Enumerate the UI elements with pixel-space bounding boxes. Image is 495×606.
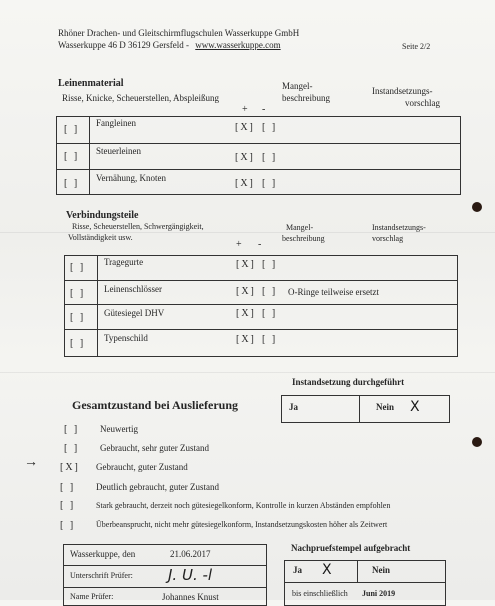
plus-checkbox[interactable]: [X]: [235, 122, 255, 133]
option-label: Stark gebraucht, derzeit noch gütesiegelkonform, Kontrolle in kurzen Abständen empfohlen: [96, 501, 391, 510]
row-divider: [64, 304, 457, 305]
row-divider: [63, 565, 266, 566]
defect-header-2: beschreibung: [282, 93, 330, 103]
website-link[interactable]: www.wasserkuppe.com: [195, 40, 281, 50]
place-label: Wasserkuppe, den: [70, 549, 136, 559]
col-divider: [357, 560, 358, 583]
plus-checkbox[interactable]: [X]: [236, 259, 256, 270]
stamp-title: Nachpruefstempel aufgebracht: [291, 543, 411, 553]
name-label: Name Prüfer:: [70, 592, 114, 601]
stamp-until-label: bis einschließlich: [292, 589, 348, 598]
plus-checkbox[interactable]: [X]: [235, 152, 255, 163]
row-checkbox[interactable]: [ ]: [70, 338, 86, 349]
repair-box: [281, 395, 450, 423]
col-divider: [89, 116, 90, 194]
col-divider: [97, 255, 98, 356]
option-checkbox[interactable]: [ ]: [64, 443, 80, 454]
signature-label: Unterschrift Prüfer:: [70, 571, 133, 580]
option-checkbox[interactable]: [ ]: [60, 520, 76, 531]
option-label: Deutlich gebraucht, guter Zustand: [96, 482, 219, 492]
minus-checkbox[interactable]: [ ]: [262, 178, 278, 189]
plus-checkbox[interactable]: [X]: [235, 178, 255, 189]
minus-checkbox[interactable]: [ ]: [262, 286, 278, 297]
row-divider: [64, 329, 457, 330]
option-checkbox[interactable]: [ ]: [60, 482, 76, 493]
repair-header-1: Instandsetzungs-: [372, 223, 426, 232]
plus-header: +: [236, 239, 242, 250]
repair-ja-label: Ja: [289, 402, 298, 412]
minus-checkbox[interactable]: [ ]: [262, 334, 278, 345]
stamp-ja-mark[interactable]: X: [322, 562, 332, 578]
row-divider: [56, 143, 460, 144]
stamp-until-value[interactable]: Juni 2019: [362, 589, 396, 598]
row-divider: [284, 582, 445, 583]
defect-header-2: beschreibung: [282, 234, 325, 243]
plus-checkbox[interactable]: [X]: [236, 308, 256, 319]
option-label: Überbeansprucht, nicht mehr gütesiegelkonform, Instandsetzungskosten höher als Zeitwert: [96, 520, 388, 529]
minus-checkbox[interactable]: [ ]: [262, 308, 278, 319]
section-subtitle-connectors-2: Vollständigkeit usw.: [68, 233, 133, 242]
section-title-lines: Leinenmaterial: [58, 78, 124, 89]
company-address: [58, 40, 281, 50]
plus-checkbox[interactable]: [X]: [236, 334, 256, 345]
minus-header: -: [262, 104, 266, 115]
stamp-nein-label: Nein: [372, 565, 390, 575]
date-value[interactable]: 21.06.2017: [170, 549, 211, 559]
row-checkbox[interactable]: [ ]: [64, 178, 80, 189]
row-checkbox[interactable]: [ ]: [70, 312, 86, 323]
plus-header: +: [242, 104, 248, 115]
col-divider: [359, 395, 360, 422]
row-label: Typenschild: [104, 333, 148, 343]
row-label: Tragegurte: [104, 257, 144, 267]
repair-header-2: vorschlag: [372, 234, 404, 243]
section-subtitle-connectors-1: Risse, Scheuerstellen, Schwergängigkeit,: [72, 222, 204, 231]
row-checkbox[interactable]: [ ]: [70, 288, 86, 299]
option-label: Neuwertig: [100, 424, 138, 434]
row-label: Steuerleinen: [96, 146, 141, 156]
defect-note: O-Ringe teilweise ersetzt: [288, 287, 379, 297]
row-divider: [56, 169, 460, 170]
option-checkbox[interactable]: [ ]: [60, 500, 76, 511]
minus-header: -: [258, 239, 262, 250]
minus-checkbox[interactable]: [ ]: [262, 122, 278, 133]
defect-header-1: Mangel-: [282, 81, 313, 91]
arrow-icon: →: [24, 455, 38, 470]
option-checkbox[interactable]: [ ]: [64, 424, 80, 435]
row-checkbox[interactable]: [ ]: [70, 262, 86, 273]
minus-checkbox[interactable]: [ ]: [262, 259, 278, 270]
section-title-connectors: Verbindungsteile: [66, 210, 139, 221]
row-divider: [64, 280, 457, 281]
name-value[interactable]: Johannes Knust: [162, 592, 219, 602]
row-label: Gütesiegel DHV: [104, 308, 165, 318]
repair-header-2: vorschlag: [405, 98, 440, 108]
plus-checkbox[interactable]: [X]: [236, 286, 256, 297]
punch-hole: [472, 202, 482, 212]
row-label: Vernähung, Knoten: [96, 173, 166, 183]
row-label: Leinenschlösser: [104, 284, 162, 294]
company-name: Rhöner Drachen- und Gleitschirmflugschulen Wasserkuppe GmbH: [58, 28, 300, 38]
row-divider: [63, 587, 266, 588]
stamp-ja-label: Ja: [293, 565, 302, 575]
option-label: Gebraucht, guter Zustand: [96, 462, 188, 472]
section-subtitle-lines: Risse, Knicke, Scheuerstellen, Abspleißung: [62, 93, 219, 103]
fold-line: [0, 372, 495, 373]
overall-title: Gesamtzustand bei Auslieferung: [72, 398, 239, 412]
signature[interactable]: J. U. -l: [168, 566, 213, 584]
repair-title: Instandsetzung durchgeführt: [292, 377, 405, 387]
row-checkbox[interactable]: [ ]: [64, 124, 80, 135]
stamp-box: [284, 560, 446, 606]
defect-header-1: Mangel-: [286, 223, 314, 232]
row-label: Fangleinen: [96, 118, 136, 128]
row-checkbox[interactable]: [ ]: [64, 151, 80, 162]
option-checkbox[interactable]: [X]: [60, 462, 80, 473]
address-text: Wasserkuppe 46 D 36129 Gersfeld -: [58, 40, 189, 50]
page-number: Seite 2/2: [402, 42, 431, 51]
repair-nein-label: Nein: [376, 402, 394, 412]
minus-checkbox[interactable]: [ ]: [262, 152, 278, 163]
option-label: Gebraucht, sehr guter Zustand: [100, 443, 209, 453]
repair-nein-mark[interactable]: X: [410, 399, 420, 415]
punch-hole: [472, 437, 482, 447]
repair-header-1: Instandsetzungs-: [372, 86, 433, 96]
